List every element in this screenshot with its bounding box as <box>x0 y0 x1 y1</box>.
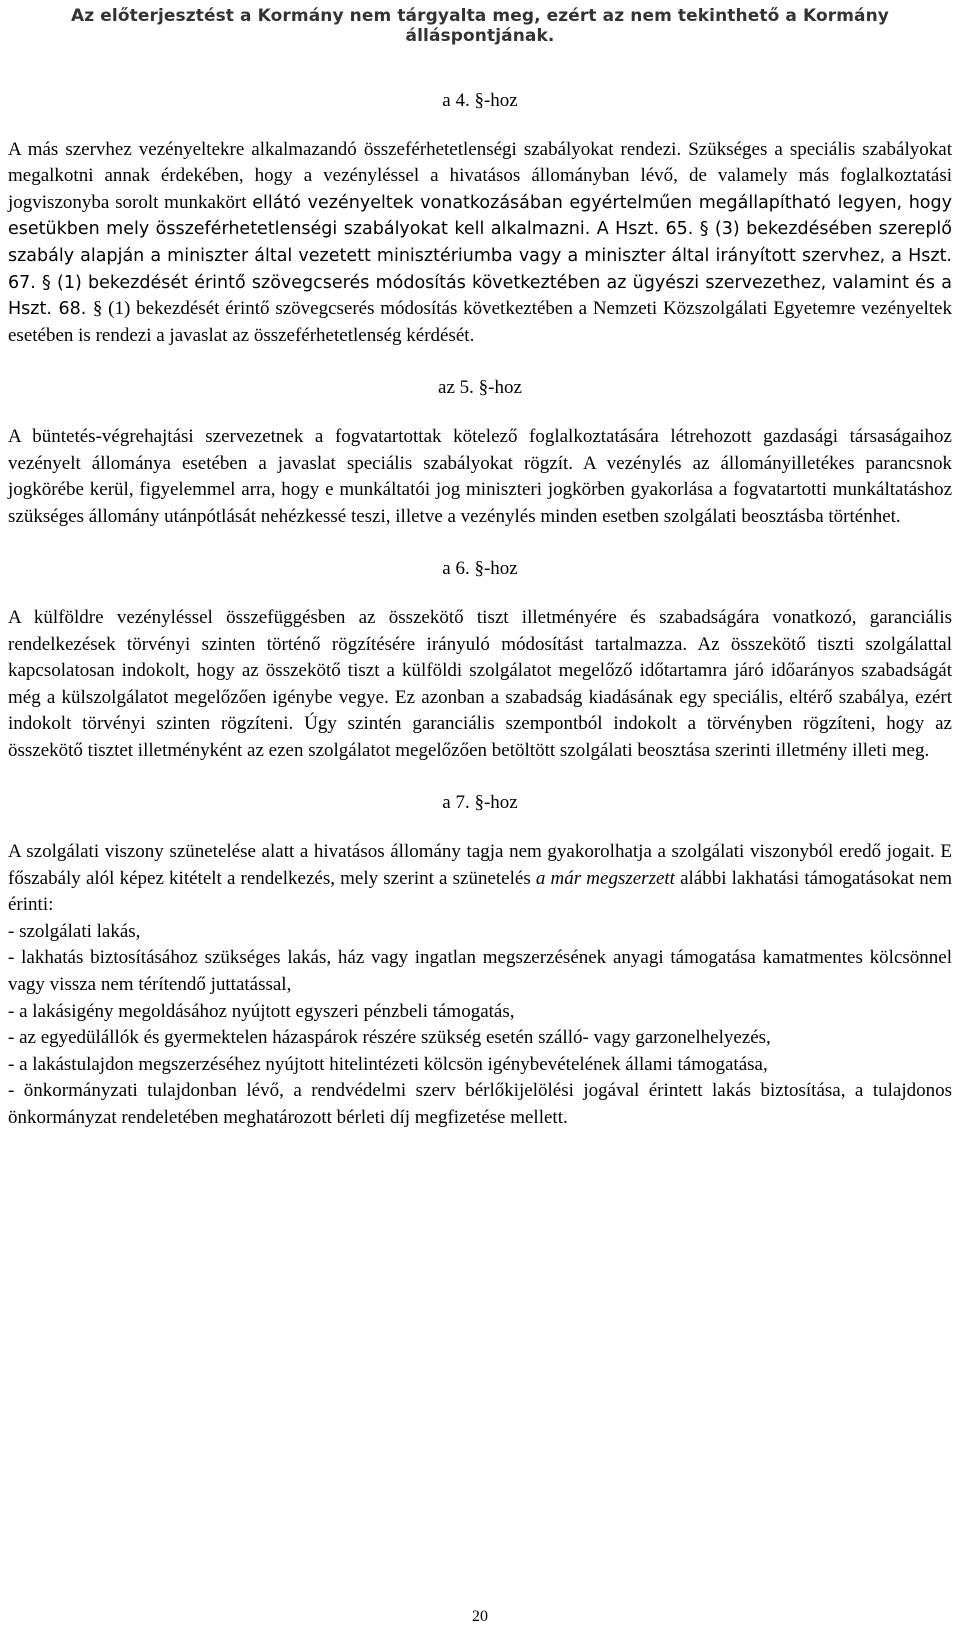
section-4-text-c: § (1) bekezdését érintő szövegcserés módosítás következtében a Nemzeti Közszolgálati Egyetemre vezényeltek esetében is rendezi a javaslat az összeférhetetlenség kérdését. <box>8 298 952 346</box>
list-item: - önkormányzati tulajdonban lévő, a rendvédelmi szerv bérlőkijelölési jogával érintett lakás biztosítása, a tulajdonos önkormányzat rendeletében meghatározott bérleti díj megfizetése mellett. <box>8 1080 952 1128</box>
section-heading-5: az 5. §-hoz <box>438 377 522 399</box>
section-5-paragraph: A büntetés-végrehajtási szervezetnek a fogvatartottak kötelező foglalkoztatására létrehozott gazdasági társaságaihoz vezényelt állománya esetében a javaslat speciális szabályokat rögzít. A vezénylés az állományilletékes parancsnok jogkörébe kerül, figyelemmel arra, hogy e munkáltatói jog miniszteri jogkörben gyakorlása a fogvatartotti munkáltatáshoz szükséges állomány utánpótlását nehézkessé teszi, illetve a vezénylés minden esetben szolgálati beosztásba történhet. <box>8 425 952 527</box>
section-4-paragraph <box>8 137 952 350</box>
section-7-rest: alábbi lakhatási támogatásokat nem érinti: <box>8 867 952 916</box>
section-4-text-b: ellátó vezényeltek vonatkozásában egyértelműen megállapítható legyen, hogy esetükben mely összeférhetetlenségi szabályokat kell alkalmazni. A Hszt. 65. § (3) bekezdésében szereplő szabály alapján a miniszter által vezetett minisztériumba vagy a miniszter által irányított szervhez, a Hszt. 67. § (1) bekezdését érintő szövegcserés módosítás következtében az ügyészi szervezethez, valamint és a Hszt. 68. <box>8 192 952 320</box>
list-item: - az egyedülállók és gyermektelen házaspárok részére szükség esetén szálló- vagy garzonelhelyezés, <box>8 1027 771 1049</box>
section-heading-7: a 7. §-hoz <box>442 792 518 814</box>
section-4-text-a: A más szervhez vezényeltekre alkalmazandó összeférhetetlenségi szabályokat rendezi. Szükséges a speciális szabályokat megalkotni annak érdekében, hogy a vezényléssel a hivatásos állományban lévő, de valamely más foglalkoztatási jogviszonyba sorolt munkakört <box>8 138 952 213</box>
section-heading-4: a 4. §-hoz <box>442 90 518 111</box>
list-item: - a lakásigény megoldásához nyújtott egyszeri pénzbeli támogatás, <box>8 1000 515 1022</box>
list-item: - szolgálati lakás, <box>8 920 141 942</box>
list-item: - lakhatás biztosításához szükséges lakás, ház vagy ingatlan megszerzésének anyagi támogatása kamatmentes kölcsönnel vagy vissza nem térítendő juttatással, <box>8 947 952 996</box>
section-7-emphasis: a már megszerzett <box>535 867 675 889</box>
page-header-notice: Az előterjesztést a Kormány nem tárgyalta meg, ezért az nem tekinthető a Kormány álláspontjának. <box>71 6 889 46</box>
section-6-paragraph: A külföldre vezényléssel összefüggésben az összekötő tiszt illetményére és szabadságára vonatkozó, garanciális rendelkezések törvényi szinten történő rögzítésére irányuló módosítást tartalmazza. Az összekötő tiszti szolgálattal kapcsolatosan indokolt, hogy az összekötő tiszt a külföldi szolgálatot megelőző időtartamra járó időarányos szabadságát még a külszolgálatot megelőzően igénybe vegye. Ez azonban a szabadság kiadásának egy speciális, eltérő szabálya, ezért indokolt törvényi szinten rögzíteni. Úgy szintén garanciális szempontból indokolt a törvényben rögzíteni, hogy az összekötő tisztet illetményként az ezen szolgálatot megelőzően betöltött szolgálati beosztása szerinti illetmény illeti meg. <box>8 606 952 761</box>
section-7-paragraph <box>8 839 952 919</box>
list-item: - a lakástulajdon megszerzéséhez nyújtott hitelintézeti kölcsön igénybevételének állami támogatása, <box>8 1053 768 1075</box>
section-7-intro: A szolgálati viszony szünetelése alatt a hivatásos állomány tagja nem gyakorolhatja a szolgálati viszonyból eredő jogait. E főszabály alól képez kitételt a rendelkezés, mely szerint a szünetelés <box>8 841 952 889</box>
section-heading-6: a 6. §-hoz <box>442 558 518 580</box>
page-number: 20 <box>472 1608 488 1625</box>
document-body <box>8 88 952 1132</box>
